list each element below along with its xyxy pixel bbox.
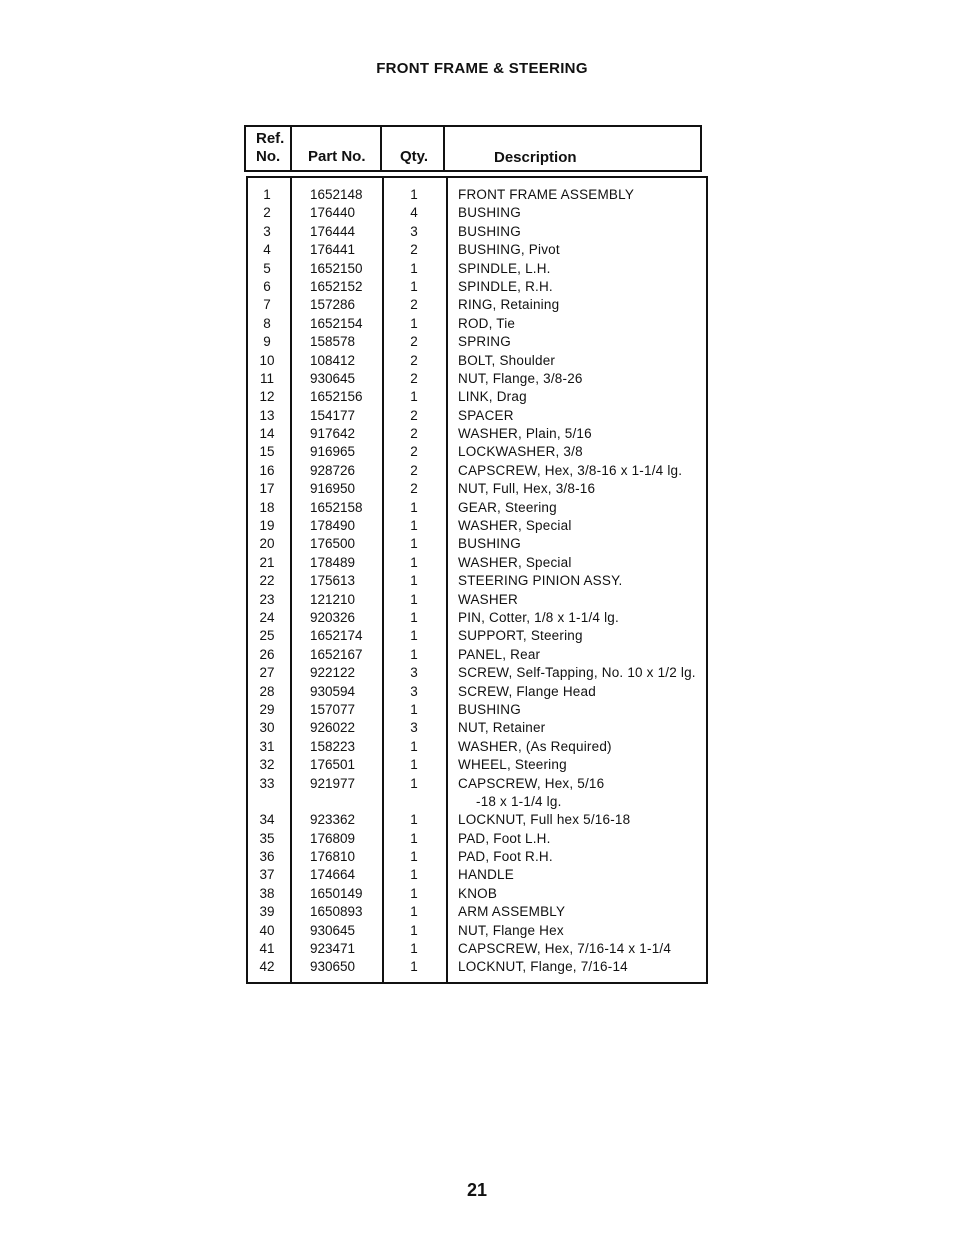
quantity: 2	[410, 481, 418, 497]
description-text: WASHER, Plain, 5/16	[458, 426, 592, 442]
description-text: WASHER	[458, 591, 518, 607]
description	[458, 572, 706, 590]
quantity: 1	[410, 701, 418, 717]
header-qty: Qty.	[400, 148, 429, 165]
parts-rows	[248, 186, 706, 977]
description-text: CAPSCREW, Hex, 3/8-16 x 1-1/4 lg.	[458, 462, 683, 478]
description	[458, 296, 706, 314]
table-row	[248, 885, 706, 903]
description	[458, 719, 706, 737]
quantity: 1	[410, 518, 418, 534]
quantity: 1	[410, 775, 418, 791]
quantity: 1	[410, 959, 418, 975]
quantity: 1	[410, 922, 418, 938]
ref-number: 16	[259, 462, 275, 478]
table-row	[248, 296, 706, 314]
table-row	[248, 830, 706, 848]
table-row	[248, 370, 706, 388]
table-row	[248, 756, 706, 774]
table-row	[248, 241, 706, 259]
part-number: 916950	[310, 481, 356, 497]
table-row	[248, 646, 706, 664]
description	[458, 609, 706, 627]
part-number: 923471	[310, 941, 356, 957]
ref-number: 33	[259, 775, 275, 791]
description	[458, 388, 706, 406]
part-number: 930594	[310, 683, 356, 699]
quantity: 1	[410, 315, 418, 331]
description-text: BUSHING	[458, 223, 521, 239]
quantity: 1	[410, 278, 418, 294]
table-row	[248, 572, 706, 590]
column-divider	[443, 125, 445, 172]
quantity: 1	[410, 867, 418, 883]
table-header	[244, 125, 702, 172]
part-number: 926022	[310, 720, 356, 736]
table-row	[248, 958, 706, 976]
description-continuation: -18 x 1-1/4 lg.	[476, 793, 562, 809]
part-number: 1652167	[310, 646, 363, 662]
description	[458, 315, 706, 333]
part-number: 157077	[310, 701, 356, 717]
quantity: 2	[410, 462, 418, 478]
table-row	[248, 333, 706, 351]
quantity: 1	[410, 904, 418, 920]
description	[458, 701, 706, 719]
description	[458, 940, 706, 958]
quantity: 2	[410, 444, 418, 460]
description-text: BOLT, Shoulder	[458, 352, 556, 368]
description	[458, 958, 706, 976]
table-row	[248, 701, 706, 719]
table-row	[248, 480, 706, 498]
part-number: 930645	[310, 370, 356, 386]
description	[458, 866, 706, 884]
description	[458, 811, 706, 829]
quantity: 1	[410, 738, 418, 754]
table-row	[248, 866, 706, 884]
description	[458, 499, 706, 517]
ref-number: 35	[259, 830, 275, 846]
part-number: 1652154	[310, 315, 363, 331]
ref-number: 22	[259, 573, 275, 589]
quantity: 1	[410, 609, 418, 625]
header-part-no: Part No.	[308, 148, 366, 165]
description	[458, 683, 706, 701]
table-row	[248, 223, 706, 241]
description-text: BUSHING	[458, 536, 521, 552]
part-number: 1652148	[310, 187, 363, 202]
part-number: 176809	[310, 830, 356, 846]
part-number: 1652174	[310, 628, 363, 644]
description	[458, 885, 706, 903]
quantity: 1	[410, 628, 418, 644]
ref-number: 10	[259, 352, 275, 368]
table-row	[248, 609, 706, 627]
ref-number: 4	[263, 242, 271, 258]
parts-table	[246, 176, 708, 984]
description-text: WASHER, Special	[458, 518, 572, 534]
part-number: 1652152	[310, 278, 363, 294]
table-row	[248, 535, 706, 553]
description	[458, 223, 706, 241]
column-divider	[380, 125, 382, 172]
part-number: 178490	[310, 518, 356, 534]
part-number: 158223	[310, 738, 356, 754]
table-row	[248, 278, 706, 296]
page-title: FRONT FRAME & STEERING	[376, 60, 588, 77]
quantity: 1	[410, 187, 418, 202]
part-number: 922122	[310, 665, 356, 681]
description	[458, 756, 706, 774]
table-row	[248, 775, 706, 812]
description	[458, 352, 706, 370]
description	[458, 517, 706, 535]
description-text: KNOB	[458, 885, 498, 901]
part-number: 176444	[310, 223, 356, 239]
table-row	[248, 499, 706, 517]
header-ref-line2: No.	[256, 148, 281, 165]
part-number: 928726	[310, 462, 356, 478]
quantity: 2	[410, 370, 418, 386]
ref-number: 13	[259, 407, 275, 423]
table-row	[248, 462, 706, 480]
description-text: RING, Retaining	[458, 297, 560, 313]
ref-number: 29	[259, 701, 275, 717]
ref-number: 27	[259, 665, 275, 681]
table-row	[248, 260, 706, 278]
table-row	[248, 664, 706, 682]
description-text: WASHER, (As Required)	[458, 738, 612, 754]
table-row	[248, 407, 706, 425]
table-row	[248, 719, 706, 737]
description	[458, 627, 706, 645]
table-row	[248, 591, 706, 609]
part-number: 176500	[310, 536, 356, 552]
part-number: 921977	[310, 775, 356, 791]
description-text: WASHER, Special	[458, 554, 572, 570]
part-number: 930650	[310, 959, 356, 975]
ref-number: 8	[263, 315, 271, 331]
ref-number: 2	[263, 205, 271, 221]
quantity: 2	[410, 334, 418, 350]
ref-number: 21	[259, 554, 275, 570]
part-number: 176810	[310, 849, 356, 865]
description-text: NUT, Flange, 3/8-26	[458, 370, 583, 386]
description	[458, 443, 706, 461]
quantity: 1	[410, 591, 418, 607]
description	[458, 462, 706, 480]
ref-number: 24	[259, 609, 275, 625]
table-row	[248, 922, 706, 940]
ref-number: 25	[259, 628, 275, 644]
description-text: PAD, Foot R.H.	[458, 849, 553, 865]
table-row	[248, 443, 706, 461]
ref-number: 12	[259, 389, 275, 405]
description	[458, 646, 706, 664]
ref-number: 41	[259, 941, 275, 957]
ref-number: 32	[259, 757, 275, 773]
table-row	[248, 517, 706, 535]
description-text: LOCKNUT, Flange, 7/16-14	[458, 959, 628, 975]
description-text: SCREW, Flange Head	[458, 683, 596, 699]
description-text: FRONT FRAME ASSEMBLY	[458, 187, 635, 202]
ref-number: 1	[263, 187, 271, 202]
ref-number: 5	[263, 260, 271, 276]
table-row	[248, 425, 706, 443]
quantity: 2	[410, 242, 418, 258]
ref-number: 19	[259, 518, 275, 534]
description-text: SCREW, Self-Tapping, No. 10 x 1/2 lg.	[458, 665, 696, 681]
part-number: 108412	[310, 352, 356, 368]
part-number: 176501	[310, 757, 356, 773]
table-row	[248, 940, 706, 958]
description-text: ARM ASSEMBLY	[458, 904, 566, 920]
quantity: 1	[410, 573, 418, 589]
description	[458, 664, 706, 682]
description-text: PANEL, Rear	[458, 646, 541, 662]
ref-number: 31	[259, 738, 275, 754]
quantity: 1	[410, 554, 418, 570]
ref-number: 14	[259, 426, 275, 442]
ref-number: 20	[259, 536, 275, 552]
ref-number: 15	[259, 444, 275, 460]
description	[458, 554, 706, 572]
quantity: 2	[410, 407, 418, 423]
part-number: 176440	[310, 205, 356, 221]
description-text: PAD, Foot L.H.	[458, 830, 551, 846]
table-row	[248, 554, 706, 572]
part-number: 920326	[310, 609, 356, 625]
quantity: 3	[410, 683, 418, 699]
table-row	[248, 186, 706, 204]
ref-number: 6	[263, 278, 271, 294]
table-row	[248, 683, 706, 701]
description-text: LOCKWASHER, 3/8	[458, 444, 583, 460]
description	[458, 903, 706, 921]
description-text: STEERING PINION ASSY.	[458, 573, 623, 589]
description	[458, 204, 706, 222]
quantity: 1	[410, 812, 418, 828]
description-text: SPRING	[458, 334, 511, 350]
ref-number: 23	[259, 591, 275, 607]
description	[458, 830, 706, 848]
ref-number: 9	[263, 334, 271, 350]
description-text: ROD, Tie	[458, 315, 516, 331]
part-number: 176441	[310, 242, 356, 258]
quantity: 2	[410, 297, 418, 313]
quantity: 1	[410, 646, 418, 662]
ref-number: 39	[259, 904, 275, 920]
ref-number: 17	[259, 481, 275, 497]
description-text: GEAR, Steering	[458, 499, 557, 515]
description-text: NUT, Full, Hex, 3/8-16	[458, 481, 596, 497]
part-number: 1652158	[310, 499, 363, 515]
table-row	[248, 204, 706, 222]
description	[458, 775, 706, 812]
table-row	[248, 738, 706, 756]
ref-number: 42	[259, 959, 275, 975]
description-text: SUPPORT, Steering	[458, 628, 583, 644]
ref-number: 11	[259, 370, 274, 386]
table-row	[248, 352, 706, 370]
description	[458, 848, 706, 866]
description	[458, 260, 706, 278]
description-text: HANDLE	[458, 867, 514, 883]
description-text: BUSHING	[458, 205, 521, 221]
quantity: 2	[410, 352, 418, 368]
description	[458, 535, 706, 553]
part-number: 174664	[310, 867, 356, 883]
part-number: 1652150	[310, 260, 363, 276]
table-row	[248, 848, 706, 866]
part-number: 1650149	[310, 885, 363, 901]
quantity: 1	[410, 499, 418, 515]
ref-number: 34	[259, 812, 275, 828]
quantity: 1	[410, 389, 418, 405]
description	[458, 407, 706, 425]
description-text: SPACER	[458, 407, 514, 423]
quantity: 4	[410, 205, 418, 221]
quantity: 2	[410, 426, 418, 442]
ref-number: 18	[259, 499, 275, 515]
description-text: BUSHING, Pivot	[458, 242, 560, 258]
ref-number: 28	[259, 683, 275, 699]
description-text: CAPSCREW, Hex, 5/16	[458, 775, 605, 791]
part-number: 154177	[310, 407, 356, 423]
description	[458, 333, 706, 351]
ref-number: 37	[259, 867, 275, 883]
quantity: 1	[410, 941, 418, 957]
part-number: 916965	[310, 444, 356, 460]
table-row	[248, 388, 706, 406]
description	[458, 738, 706, 756]
description	[458, 591, 706, 609]
part-number: 178489	[310, 554, 356, 570]
page-number: 21	[466, 1180, 488, 1200]
part-number: 175613	[310, 573, 356, 589]
quantity: 1	[410, 830, 418, 846]
part-number: 917642	[310, 426, 356, 442]
part-number: 1652156	[310, 389, 363, 405]
quantity: 3	[410, 665, 418, 681]
part-number: 930645	[310, 922, 356, 938]
description	[458, 278, 706, 296]
header-description: Description	[494, 149, 577, 166]
description-text: NUT, Retainer	[458, 720, 546, 736]
ref-number: 38	[259, 885, 275, 901]
ref-number: 7	[263, 297, 271, 313]
description-text: NUT, Flange Hex	[458, 922, 564, 938]
ref-number: 3	[263, 223, 271, 239]
quantity: 3	[410, 720, 418, 736]
description-text: LOCKNUT, Full hex 5/16-18	[458, 812, 631, 828]
description	[458, 922, 706, 940]
description-text: SPINDLE, L.H.	[458, 260, 551, 276]
quantity: 1	[410, 536, 418, 552]
part-number: 158578	[310, 334, 356, 350]
description-text: PIN, Cotter, 1/8 x 1-1/4 lg.	[458, 609, 619, 625]
quantity: 1	[410, 757, 418, 773]
description	[458, 425, 706, 443]
description	[458, 480, 706, 498]
table-row	[248, 811, 706, 829]
ref-number: 40	[259, 922, 275, 938]
table-row	[248, 903, 706, 921]
description	[458, 370, 706, 388]
column-divider	[290, 125, 292, 172]
table-row	[248, 627, 706, 645]
header-ref-line1: Ref.	[256, 130, 285, 147]
description	[458, 241, 706, 259]
quantity: 3	[410, 223, 418, 239]
description-text: WHEEL, Steering	[458, 757, 567, 773]
description-text: SPINDLE, R.H.	[458, 278, 553, 294]
part-number: 923362	[310, 812, 356, 828]
part-number: 1650893	[310, 904, 363, 920]
table-row	[248, 315, 706, 333]
quantity: 1	[410, 885, 418, 901]
part-number: 157286	[310, 297, 356, 313]
description-text: CAPSCREW, Hex, 7/16-14 x 1-1/4	[458, 941, 672, 957]
ref-number: 26	[259, 646, 275, 662]
part-number: 121210	[310, 591, 356, 607]
description	[458, 186, 706, 204]
quantity: 1	[410, 849, 418, 865]
quantity: 1	[410, 260, 418, 276]
description-text: BUSHING	[458, 701, 521, 717]
ref-number: 36	[259, 849, 275, 865]
description-text: LINK, Drag	[458, 389, 527, 405]
ref-number: 30	[259, 720, 275, 736]
